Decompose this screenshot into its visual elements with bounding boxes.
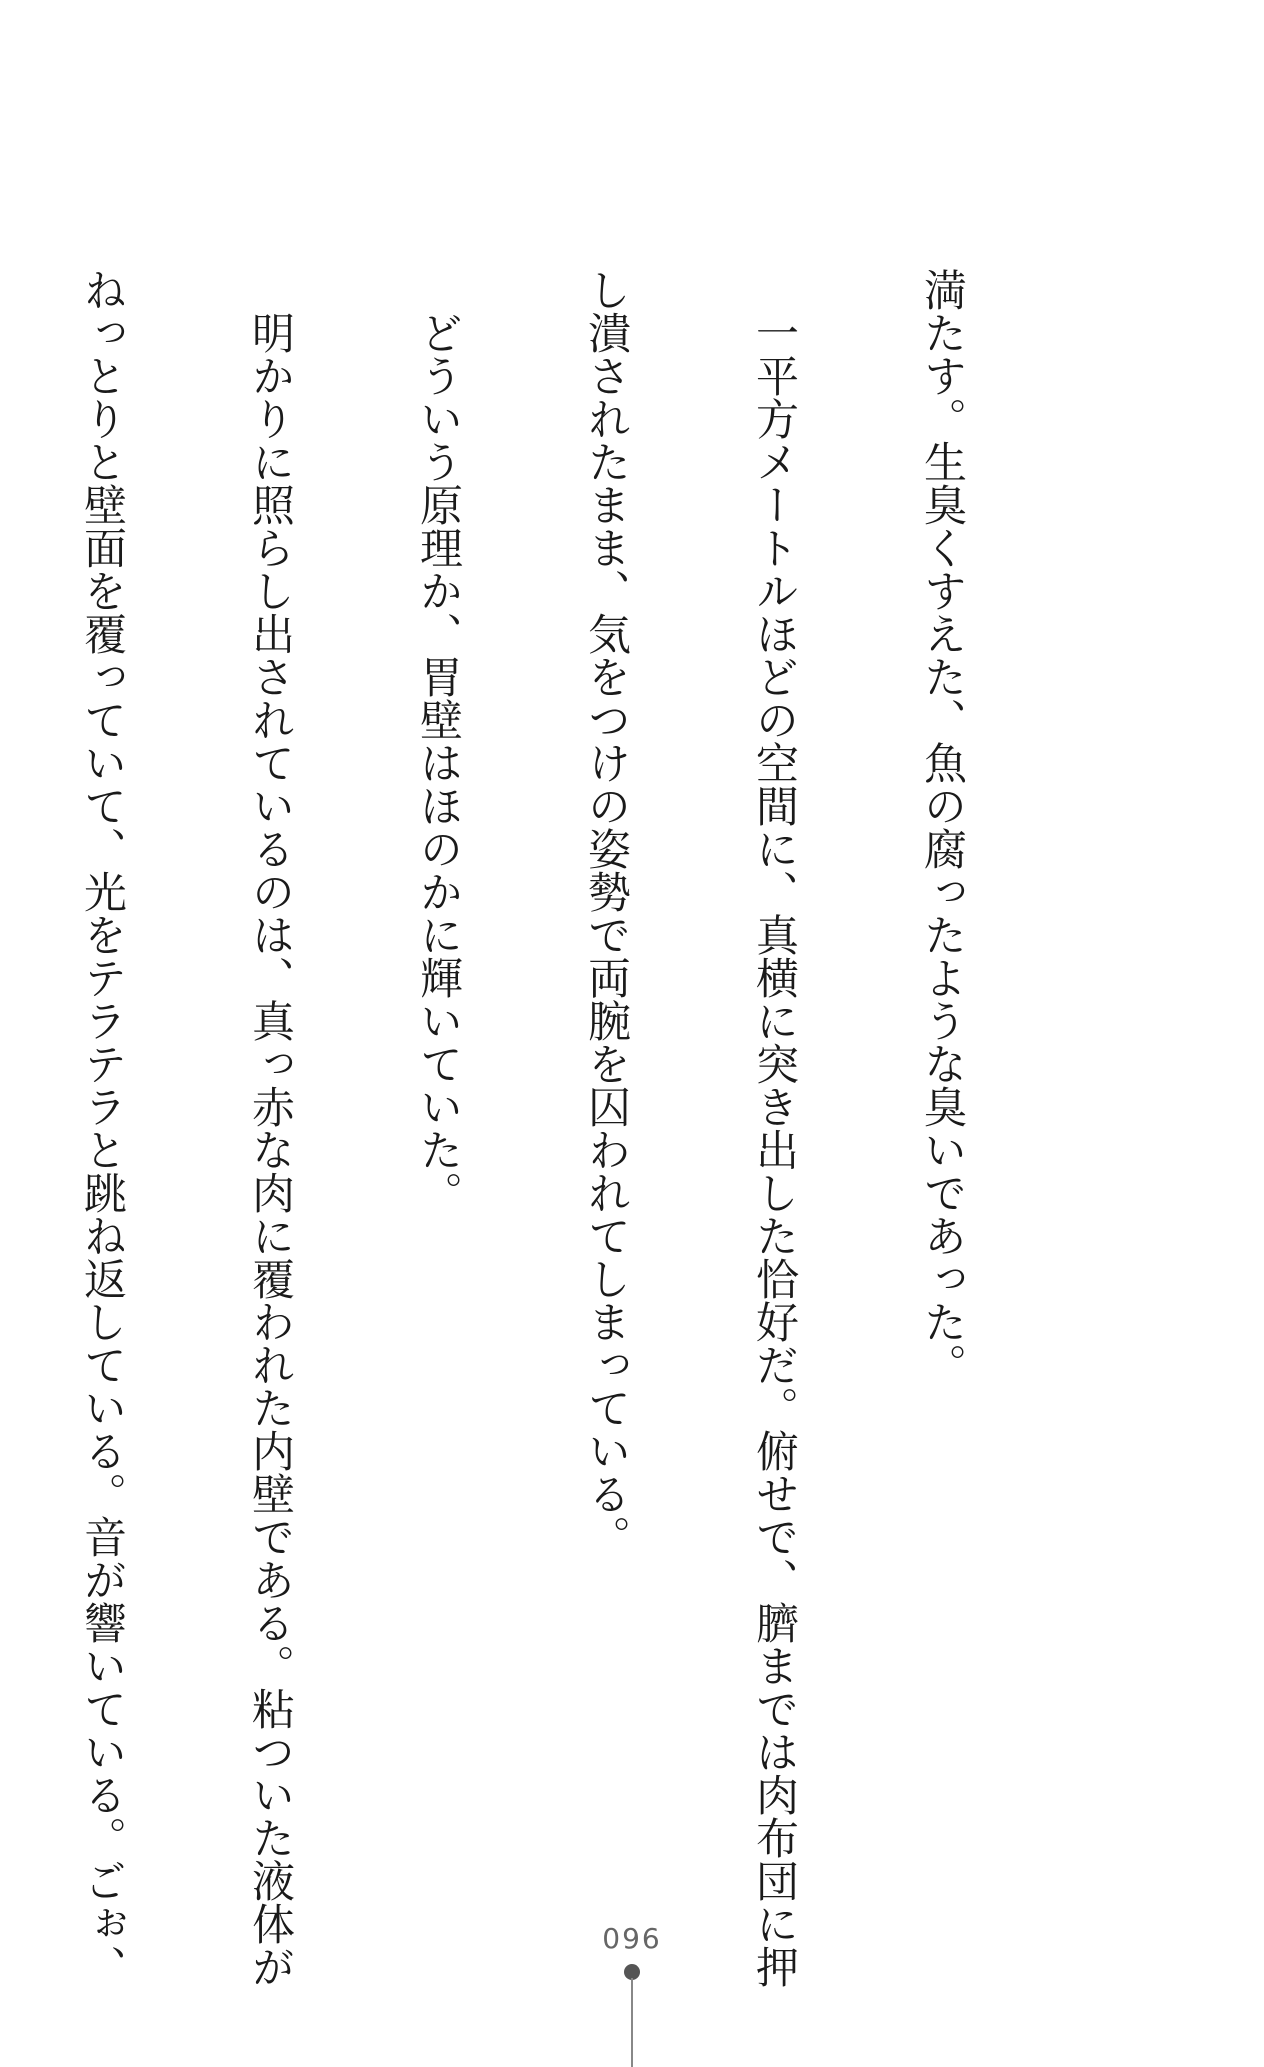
page-marker-line [631,1978,633,2067]
text-line: 明かりに照らし出されているのは、真っ赤な肉に覆われた内壁である。粘ついた液体が [245,268,295,1988]
page-number: 096 [602,1922,662,1955]
text-line: ねっとりと壁面を覆っていて、光をテラテラと跳ね返している。音が響いている。ごぉ、 [77,268,127,1988]
page-footer [0,1922,1264,1955]
text-line: 満たす。生臭くすえた、魚の腐ったような臭いであった。 [917,268,967,1386]
text-line: 一平方メートルほどの空間に、真横に突き出した恰好だ。俯せで、臍までは肉布団に押 [749,268,799,1988]
text-line: どういう原理か、胃壁はほのかに輝いていた。 [413,268,463,1214]
text-line: し潰されたまま、気をつけの姿勢で両腕を囚われてしまっている。 [581,268,631,1558]
